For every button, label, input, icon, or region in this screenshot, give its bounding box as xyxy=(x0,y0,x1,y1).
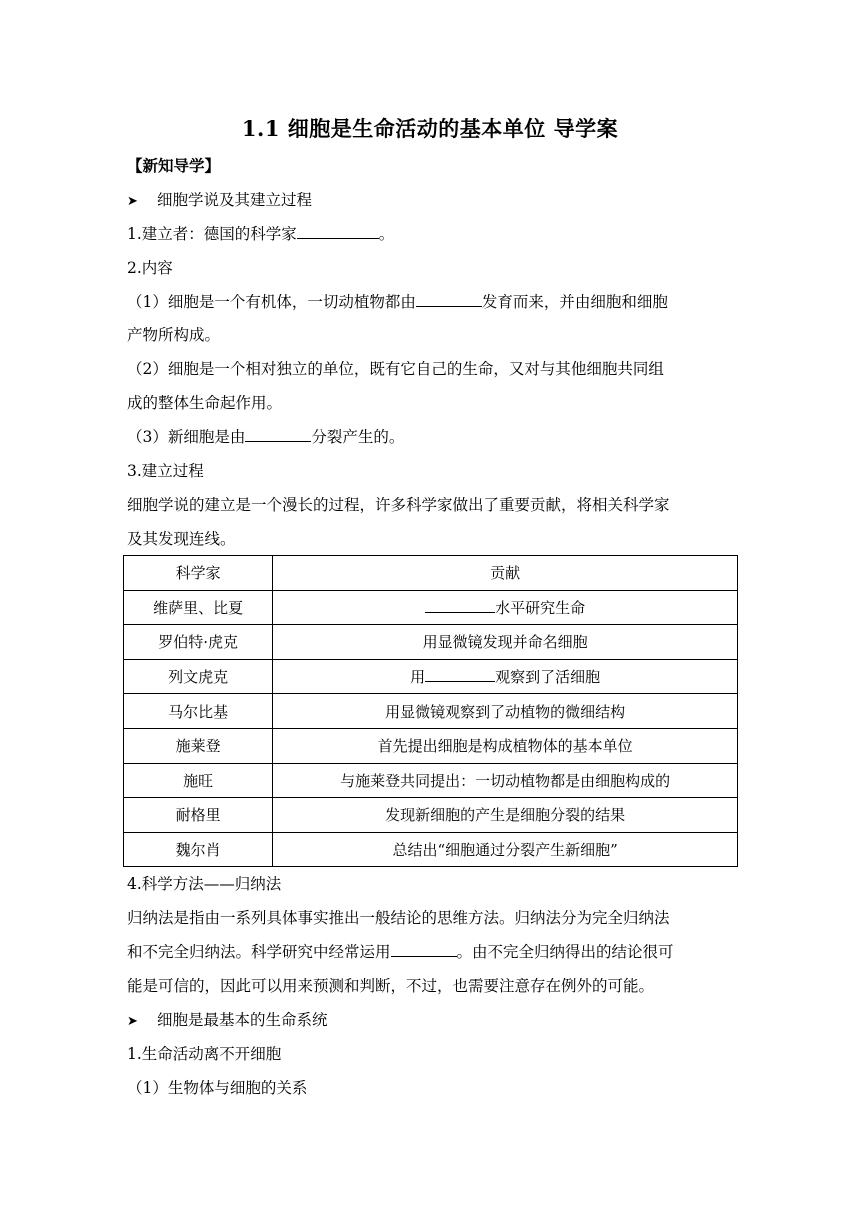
answer-blank[interactable] xyxy=(391,942,457,957)
contribution-text: 与施莱登共同提出：一切动植物都是由细胞构成的 xyxy=(340,771,671,790)
builder-label: 1.建立者：德国的科学家 xyxy=(127,225,297,243)
header-scientist: 科学家 xyxy=(124,556,273,591)
arrow-right-icon: ➤ xyxy=(127,1014,138,1029)
answer-blank[interactable] xyxy=(425,667,495,682)
scientist-table xyxy=(123,555,738,867)
answer-blank[interactable] xyxy=(425,598,495,613)
table-row xyxy=(124,763,738,798)
content-1-line1 xyxy=(127,292,737,312)
process-para-line1: 细胞学说的建立是一个漫长的过程，许多科学家做出了重要贡献，将相关科学家 xyxy=(127,496,670,514)
table-row xyxy=(124,798,738,833)
page-title: 1.1 细胞是生命活动的基本单位 导学案 xyxy=(241,116,619,141)
scientist-cell: 马尔比基 xyxy=(124,694,273,729)
scientist-cell: 列文虎克 xyxy=(124,659,273,694)
table-row xyxy=(124,590,738,625)
topic2-item1: 1.生命活动离不开细胞 xyxy=(127,1045,282,1063)
topic1-heading: 细胞学说及其建立过程 xyxy=(157,191,313,209)
scientist-cell: 维萨里、比夏 xyxy=(124,590,273,625)
builder-line xyxy=(127,224,737,244)
scientist-cell: 罗伯特·虎克 xyxy=(124,625,273,660)
scientist-cell: 施旺 xyxy=(124,763,273,798)
contribution-cell xyxy=(273,694,738,729)
contribution-cell xyxy=(273,659,738,694)
topic2-heading: 细胞是最基本的生命系统 xyxy=(157,1011,328,1029)
contribution-text: 总结出“细胞通过分裂产生新细胞” xyxy=(392,841,618,860)
scientist-table-body xyxy=(124,556,738,867)
contribution-cell xyxy=(273,798,738,833)
contribution-cell xyxy=(273,763,738,798)
contribution-text: 用显微镜观察到了动植物的微细结构 xyxy=(385,702,626,721)
scientist-cell: 魏尔肖 xyxy=(124,832,273,867)
scientist-cell: 施莱登 xyxy=(124,728,273,763)
table-row xyxy=(124,694,738,729)
table-row xyxy=(124,625,738,660)
content-1-text-cont: 发育而来，并由细胞和细胞 xyxy=(481,293,668,311)
contribution-cell xyxy=(273,728,738,763)
contribution-text-suffix: 水平研究生命 xyxy=(495,598,586,617)
answer-blank[interactable] xyxy=(245,427,311,442)
content-2-line1: （2）细胞是一个相对独立的单位，既有它自己的生命，又对与其他细胞共同组 xyxy=(127,360,664,378)
contribution-text-suffix: 观察到了活细胞 xyxy=(495,668,601,687)
builder-suffix: 。 xyxy=(378,225,395,243)
answer-blank[interactable] xyxy=(416,292,482,307)
method-line2-suffix: 。由不完全归纳得出的结论很可 xyxy=(456,943,674,961)
content-1-line2: 产物所构成。 xyxy=(127,326,221,344)
section-header: 【新知导学】 xyxy=(127,156,221,175)
contribution-text: 首先提出细胞是构成植物体的基本单位 xyxy=(377,737,633,756)
content-heading: 2.内容 xyxy=(127,259,173,277)
table-row xyxy=(124,832,738,867)
contribution-text: 用显微镜发现并命名细胞 xyxy=(422,633,588,652)
method-line3: 能是可信的，因此可以用来预测和判断，不过，也需要注意存在例外的可能。 xyxy=(127,977,655,995)
topic2-heading-line xyxy=(127,1010,737,1032)
contribution-text: 用 xyxy=(410,668,426,687)
scientist-cell: 耐格里 xyxy=(124,798,273,833)
content-2-line2: 成的整体生命起作用。 xyxy=(127,394,283,412)
content-3-suffix: 分裂产生的。 xyxy=(311,428,405,446)
content-3-line xyxy=(127,427,737,447)
table-row xyxy=(124,728,738,763)
header-contribution: 贡献 xyxy=(273,556,738,591)
content-3-text: （3）新细胞是由 xyxy=(127,428,246,446)
arrow-right-icon: ➤ xyxy=(127,194,138,209)
contribution-cell xyxy=(273,590,738,625)
process-heading: 3.建立过程 xyxy=(127,462,204,480)
topic2-sub1: （1）生物体与细胞的关系 xyxy=(127,1079,308,1097)
contribution-cell xyxy=(273,625,738,660)
process-para-line2: 及其发现连线。 xyxy=(127,530,236,548)
answer-blank[interactable] xyxy=(297,224,379,239)
method-line2-text: 和不完全归纳法。科学研究中经常运用 xyxy=(127,943,391,961)
contribution-text: 发现新细胞的产生是细胞分裂的结果 xyxy=(385,806,626,825)
topic1-heading-line xyxy=(127,190,737,212)
method-heading: 4.科学方法——归纳法 xyxy=(127,875,282,893)
method-line2 xyxy=(127,942,737,962)
table-row xyxy=(124,659,738,694)
contribution-cell xyxy=(273,832,738,867)
content-1-text: （1）细胞是一个有机体，一切动植物都由 xyxy=(127,293,416,311)
method-line1: 归纳法是指由一系列具体事实推出一般结论的思维方法。归纳法分为完全归纳法 xyxy=(127,909,670,927)
table-header-row xyxy=(124,556,738,591)
